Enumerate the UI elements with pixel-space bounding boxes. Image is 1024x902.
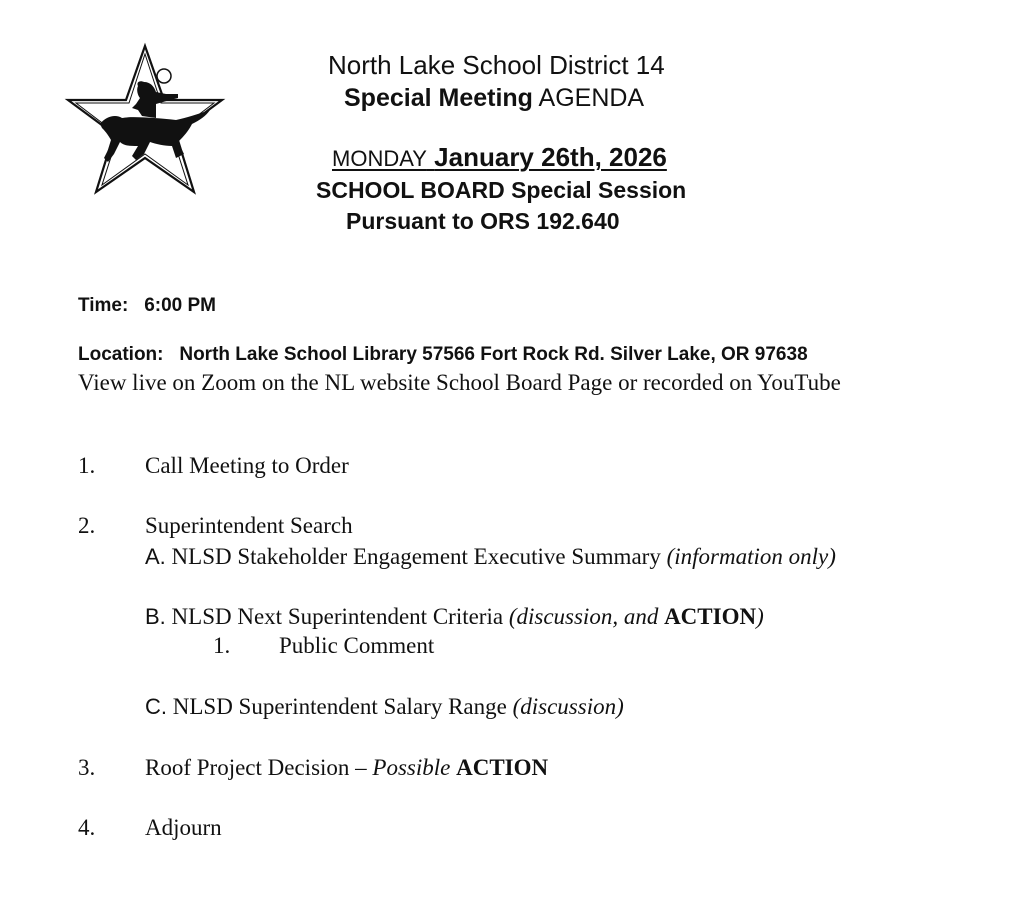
- meeting-time: [78, 295, 216, 317]
- action-label: ACTION: [664, 604, 757, 629]
- agenda-item-number: 1.: [78, 453, 96, 478]
- session-title: SCHOOL BOARD Special Session: [316, 177, 687, 203]
- view-live-note: View live on Zoom on the NL website School Board Page or recorded on YouTube: [78, 370, 841, 395]
- subitem-title: NLSD Next Superintendent Criteria: [171, 604, 504, 629]
- nested-item-number: 1.: [213, 633, 231, 658]
- subitem-note-close: ): [756, 604, 764, 629]
- meeting-type-suffix: AGENDA: [538, 84, 645, 112]
- subitem-title: NLSD Superintendent Salary Range: [172, 694, 507, 719]
- meeting-type-bold: Special Meeting: [344, 84, 533, 112]
- agenda-item-number: 4.: [78, 815, 96, 840]
- agenda-subitem: [145, 604, 764, 630]
- subitem-letter: C.: [145, 694, 167, 719]
- meeting-date-value: January 26th, 2026: [434, 142, 667, 172]
- location-value: North Lake School Library 57566 Fort Rock Rd. Silver Lake, OR 97638: [179, 344, 808, 365]
- statute-reference: Pursuant to ORS 192.640: [346, 208, 620, 234]
- meeting-location: [78, 344, 808, 366]
- star-horse-rider-icon: [60, 42, 230, 207]
- subitem-title: NLSD Stakeholder Engagement Executive Summary: [171, 544, 661, 569]
- subitem-note: (discussion, and: [508, 604, 659, 629]
- agenda-item-title: Superintendent Search: [145, 513, 353, 538]
- agenda-item-number: 3.: [78, 755, 96, 780]
- subitem-letter: B.: [145, 604, 166, 629]
- meeting-date: [332, 142, 667, 173]
- time-label: Time:: [78, 295, 129, 316]
- agenda-item-italic: Possible: [372, 755, 451, 780]
- location-label: Location:: [78, 344, 164, 365]
- subitem-note: (discussion): [512, 694, 624, 719]
- time-value: 6:00 PM: [144, 295, 216, 316]
- meeting-day: MONDAY: [332, 146, 427, 171]
- agenda-item-title: [145, 755, 548, 781]
- agenda-subitem: [145, 694, 624, 720]
- meeting-type: [344, 84, 644, 113]
- agenda-item-number: 2.: [78, 513, 96, 538]
- agenda-item-title: Adjourn: [145, 815, 222, 840]
- nested-item-title: Public Comment: [279, 633, 435, 658]
- agenda-item-title: Call Meeting to Order: [145, 453, 349, 478]
- district-logo: [60, 42, 230, 207]
- agenda-item-title-text: Roof Project Decision –: [145, 755, 367, 780]
- district-name: North Lake School District 14: [328, 50, 665, 80]
- agenda-subitem: [145, 544, 836, 570]
- subitem-note: (information only): [666, 544, 836, 569]
- subitem-letter: A.: [145, 544, 166, 569]
- action-label: ACTION: [456, 755, 549, 780]
